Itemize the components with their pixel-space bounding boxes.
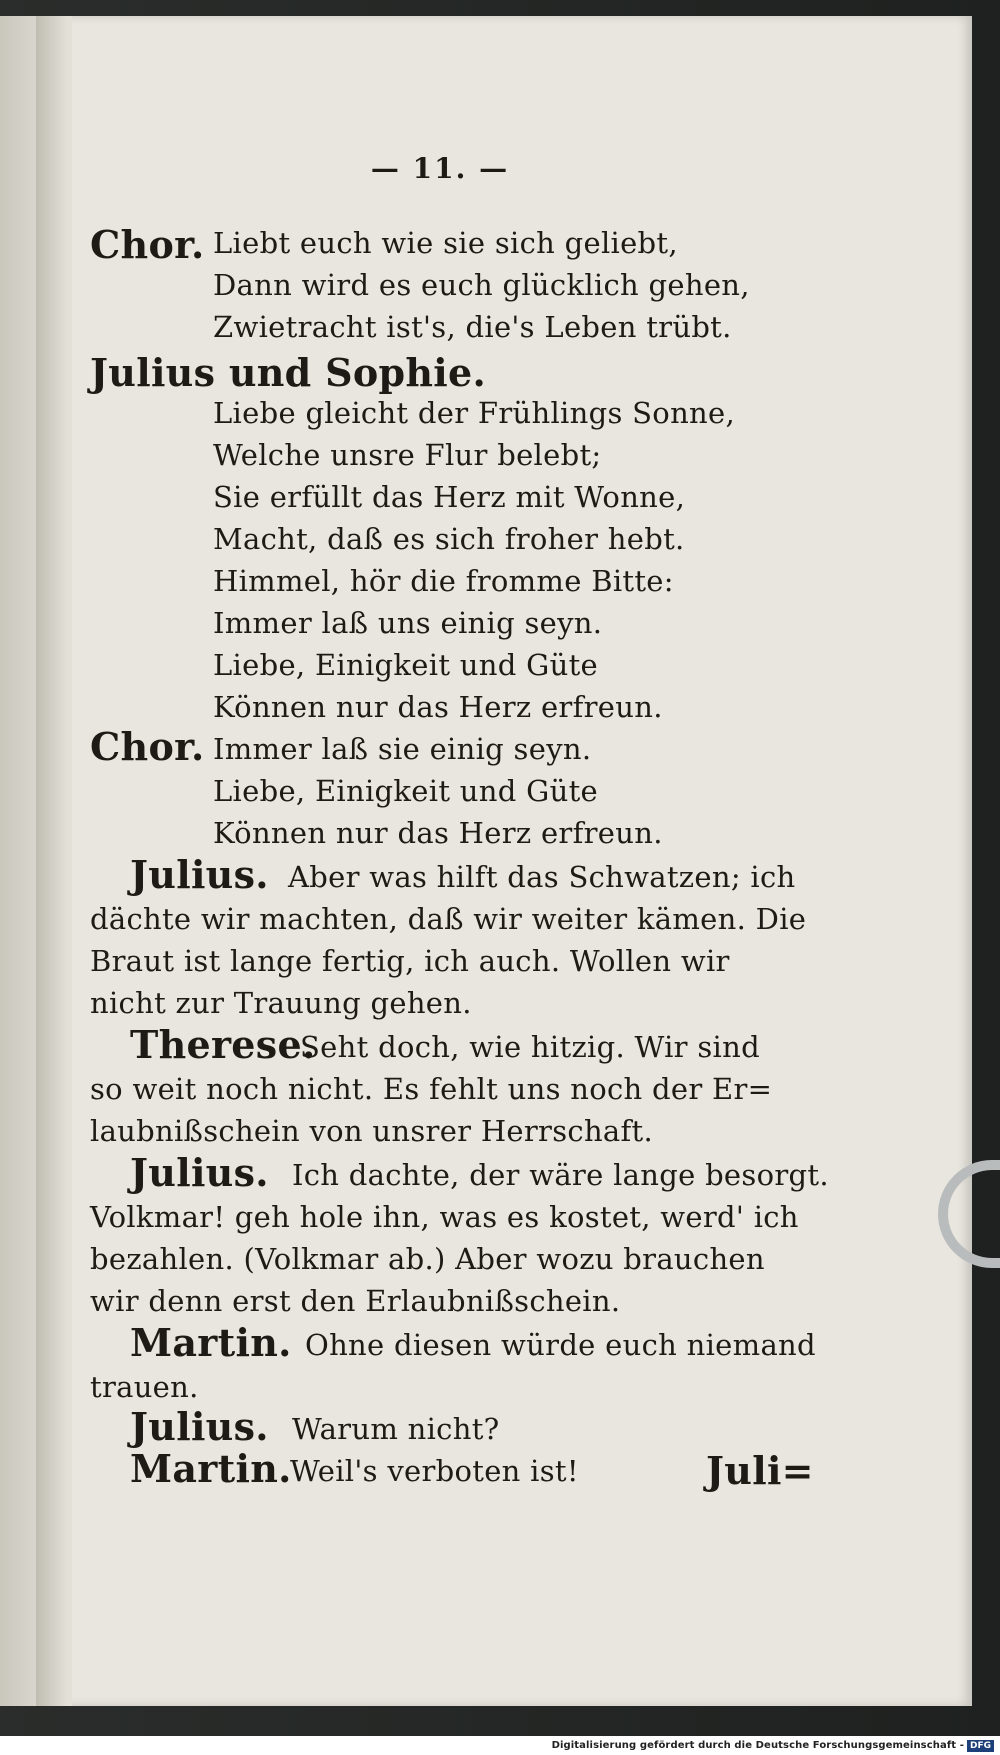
- page-number: — 11. —: [370, 152, 510, 185]
- verse-line: Können nur das Herz erfreun.: [213, 690, 663, 724]
- prose-line: Weil's verboten ist!: [290, 1454, 579, 1488]
- verse-line: Liebe gleicht der Frühlings Sonne,: [213, 396, 736, 430]
- speaker-martin: Martin.: [130, 1446, 292, 1491]
- prose-line: dächte wir machten, daß wir weiter kämen. Die: [90, 902, 807, 936]
- prose-line: Ich dachte, der wäre lange besorgt.: [292, 1158, 829, 1192]
- dfg-logo-icon: DFG: [967, 1740, 994, 1752]
- verse-line: Immer laß uns einig seyn.: [213, 606, 603, 640]
- prose-line: laubnißschein von unsrer Herrschaft.: [90, 1114, 654, 1148]
- verse-line: Zwietracht ist's, die's Leben trübt.: [213, 310, 732, 344]
- verse-line: Sie erfüllt das Herz mit Wonne,: [213, 480, 686, 514]
- catchword: Juli=: [706, 1448, 814, 1493]
- speaker-julius: Julius.: [130, 1150, 269, 1195]
- verse-line: Liebe, Einigkeit und Güte: [213, 648, 598, 682]
- prose-line: so weit noch nicht. Es fehlt uns noch der Er=: [90, 1072, 773, 1106]
- speaker-julius: Julius.: [130, 1404, 269, 1449]
- verse-line: Immer laß sie einig seyn.: [213, 732, 592, 766]
- speaker-chor: Chor.: [90, 222, 205, 267]
- footer-bar: [0, 1736, 1000, 1755]
- prose-line: wir denn erst den Erlaubnißschein.: [90, 1284, 621, 1318]
- speaker-julius: Julius.: [130, 852, 269, 897]
- prose-line: trauen.: [90, 1370, 199, 1404]
- verse-line: Dann wird es euch glücklich gehen,: [213, 268, 750, 302]
- prose-line: Warum nicht?: [292, 1412, 500, 1446]
- footer-credit: Digitalisierung gefördert durch die Deutsche Forschungsgemeinschaft -: [551, 1740, 964, 1751]
- prose-line: bezahlen. (Volkmar ab.) Aber wozu brauchen: [90, 1242, 765, 1276]
- prose-line: Aber was hilft das Schwatzen; ich: [288, 860, 796, 894]
- speaker-therese: Therese.: [130, 1022, 316, 1067]
- verse-line: Welche unsre Flur belebt;: [213, 438, 602, 472]
- prose-line: Braut ist lange fertig, ich auch. Wollen wir: [90, 944, 730, 978]
- prose-line: Ohne diesen würde euch niemand: [305, 1328, 816, 1362]
- verse-line: Macht, daß es sich froher hebt.: [213, 522, 685, 556]
- verse-line: Liebe, Einigkeit und Güte: [213, 774, 598, 808]
- prose-line: nicht zur Trauung gehen.: [90, 986, 472, 1020]
- verse-line: Liebt euch wie sie sich geliebt,: [213, 226, 678, 260]
- verse-line: Himmel, hör die fromme Bitte:: [213, 564, 674, 598]
- prose-line: Seht doch, wie hitzig. Wir sind: [300, 1030, 760, 1064]
- prose-line: Volkmar! geh hole ihn, was es kostet, werd' ich: [90, 1200, 799, 1234]
- verse-line: Können nur das Herz erfreun.: [213, 816, 663, 850]
- speaker-julius-sophie: Julius und Sophie.: [90, 350, 487, 395]
- speaker-chor: Chor.: [90, 724, 205, 769]
- speaker-martin: Martin.: [130, 1320, 292, 1365]
